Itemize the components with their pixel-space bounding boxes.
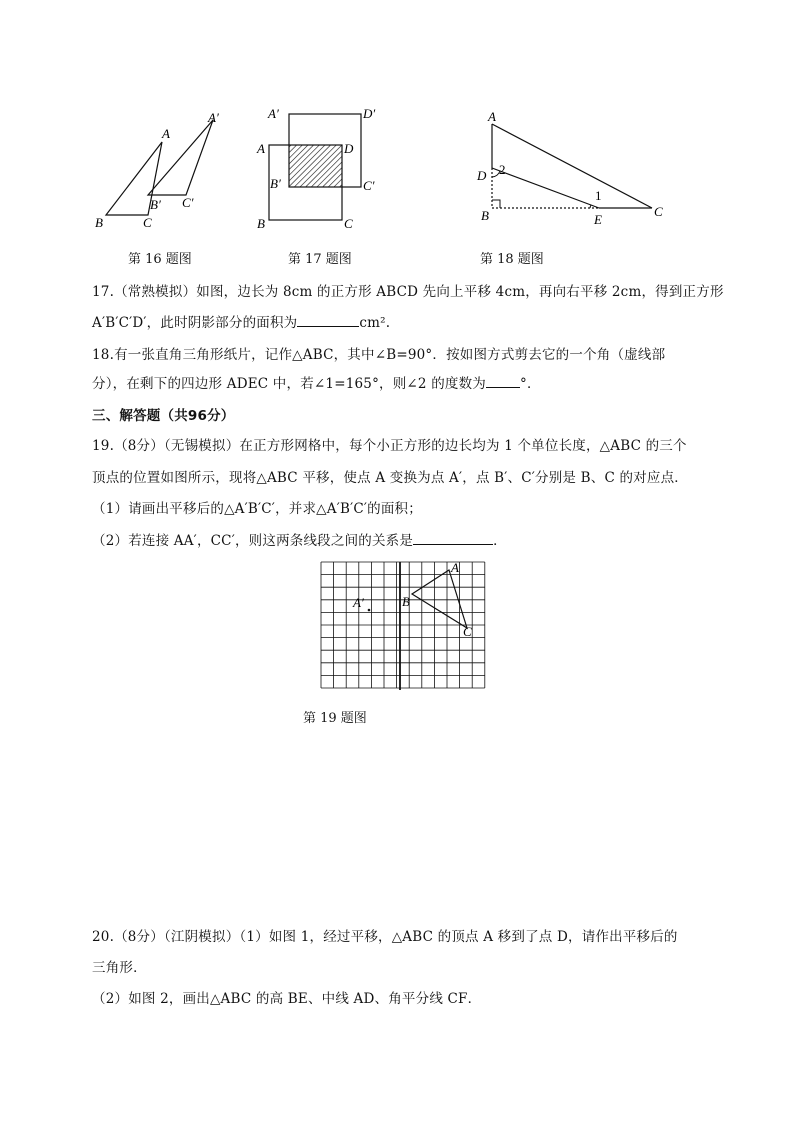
q18-unit: °．: [520, 376, 541, 392]
q20-line2: 三角形．: [92, 960, 147, 976]
label-b-prime: B′: [270, 176, 281, 191]
label-angle-2: 2: [499, 162, 506, 177]
label-d: D: [477, 168, 487, 183]
square-grid: [321, 562, 485, 688]
caption-figure-17: 第 17 题图: [288, 252, 352, 267]
label-a: A: [488, 109, 496, 124]
label-a: A: [162, 126, 170, 141]
caption-figure-19: 第 19 题图: [303, 711, 367, 726]
q17-text: A′B′C′D′，此时阴影部分的面积为: [92, 315, 298, 331]
label-c-prime: C′: [363, 178, 375, 193]
label-a-prime: A′: [353, 595, 364, 610]
q19-sub2-end: ．: [493, 533, 507, 549]
q19-sub2-text: （2）若连接 AA′，CC′，则这两条线段之间的关系是: [92, 533, 414, 549]
q19-line2: 顶点的位置如图所示，现将△ABC 平移，使点 A 变换为点 A′，点 B′、C′分别是 B、C 的对应点．: [92, 470, 688, 486]
label-b: B: [402, 594, 410, 609]
q18-text: 分），在剩下的四边形 ADEC 中，若∠1=165°，则∠2 的度数为: [92, 376, 487, 392]
label-a: A: [451, 560, 459, 575]
label-c: C: [463, 624, 472, 639]
section-heading: 三、解答题（共96分）: [92, 408, 235, 424]
label-angle-1: 1: [595, 188, 602, 203]
q19-line1: 19.（8分）（无锡模拟）在正方形网格中，每个小正方形的边长均为 1 个单位长度，△ABC 的三个: [92, 438, 687, 454]
label-a-prime: A′: [208, 110, 219, 125]
label-b-prime: B′: [150, 197, 161, 212]
point-a-prime: [368, 609, 371, 612]
caption-figure-18: 第 18 题图: [480, 252, 544, 267]
q19-sub1: （1）请画出平移后的△A′B′C′，并求△A′B′C′的面积；: [92, 501, 422, 517]
label-c: C: [344, 216, 353, 231]
q20-sub2: （2）如图 2，画出△ABC 的高 BE、中线 AD、角平分线 CF．: [92, 991, 482, 1007]
label-e: E: [594, 212, 602, 227]
label-b: B: [95, 215, 103, 230]
caption-figure-16: 第 16 题图: [128, 252, 192, 267]
q18-line1: 18.有一张直角三角形纸片，记作△ABC，其中∠B=90°．按如图方式剪去它的一个角（虚线部: [92, 347, 666, 363]
label-c: C: [143, 215, 152, 230]
label-d-prime: D′: [363, 106, 376, 121]
label-b: B: [257, 216, 265, 231]
label-b: B: [481, 208, 489, 223]
label-a-prime: A′: [268, 106, 279, 121]
label-a: A: [257, 141, 265, 156]
q17-line1: 17.（常熟模拟）如图，边长为 8cm 的正方形 ABCD 先向上平移 4cm，再向右平移 2cm，得到正方形: [92, 284, 724, 300]
triangle-abc: [412, 570, 467, 628]
label-c: C: [654, 204, 663, 219]
label-d: D: [344, 141, 354, 156]
q20-line1: 20.（8分）（江阴模拟）（1）如图 1，经过平移，△ABC 的顶点 A 移到了点 D，请作出平移后的: [92, 929, 678, 945]
label-c-prime: C′: [182, 195, 194, 210]
q17-unit: cm².: [359, 315, 391, 331]
